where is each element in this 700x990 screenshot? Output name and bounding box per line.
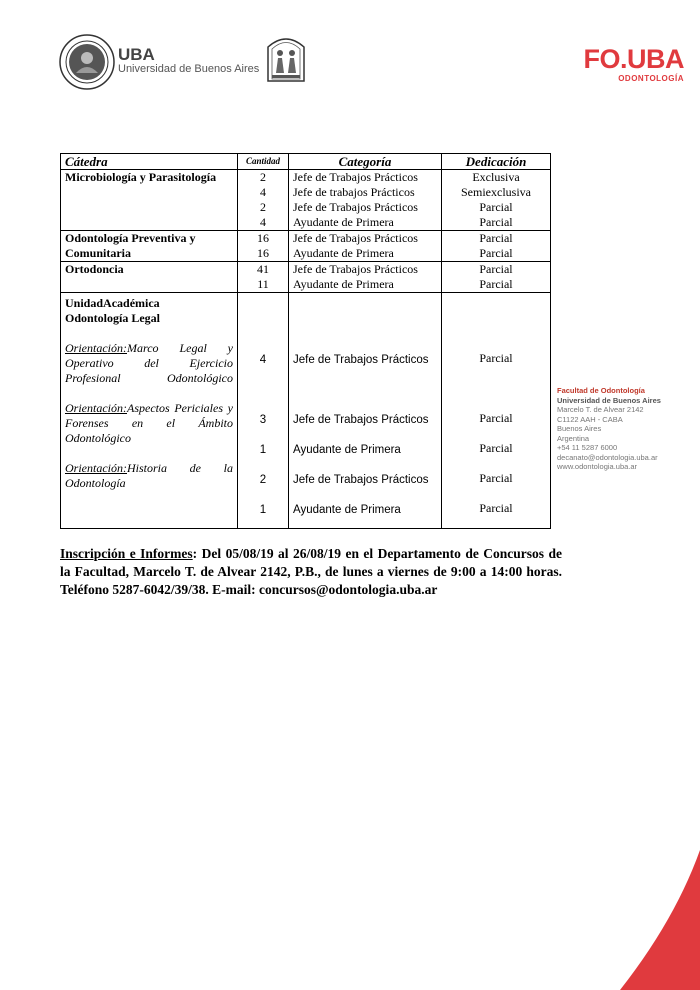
orientation-2: [65, 401, 233, 446]
cell-cantidad: 4: [238, 215, 289, 231]
cell-dedicacion: Exclusiva: [442, 170, 551, 186]
legal-cantidad-column: [238, 293, 289, 529]
cell-categoria: Ayudante de Primera: [289, 246, 442, 262]
cell-categoria: Jefe de trabajos Prácticos: [289, 185, 442, 200]
cell-cantidad: 1: [259, 444, 267, 456]
legal-dedicacion-column: [442, 293, 551, 529]
contact-country: Argentina: [557, 433, 590, 443]
cell-categoria: Ayudante de Primera: [293, 444, 401, 456]
cell-categoria: Jefe de Trabajos Prácticos: [289, 170, 442, 186]
table-row: [61, 262, 551, 278]
cell-dedicacion: Semiexclusiva: [442, 185, 551, 200]
cell-cantidad: 1: [259, 504, 267, 516]
catedra-legal: [61, 293, 238, 529]
cell-dedicacion: Parcial: [479, 471, 513, 485]
cell-categoria: Jefe de Trabajos Prácticos: [289, 200, 442, 215]
orientation-text: Marco Legal y Operativo del Ejercicio Profesional Odontológico: [65, 341, 233, 385]
cell-categoria: Jefe de Trabajos Prácticos: [289, 262, 442, 278]
orientation-text: Aspectos Periciales y Forenses en el Ámbito Odontológico: [65, 401, 233, 445]
cell-cantidad: 41: [238, 262, 289, 278]
cell-dedicacion: Parcial: [479, 411, 513, 425]
table-row: [61, 246, 551, 262]
header-catedra: Cátedra: [61, 154, 238, 170]
table-row: [61, 293, 551, 529]
registration-info: [60, 545, 562, 599]
header-dedicacion: Dedicación: [442, 154, 551, 170]
cell-categoria: Ayudante de Primera: [293, 504, 401, 516]
cell-dedicacion: Parcial: [442, 231, 551, 247]
cell-categoria: Jefe de Trabajos Prácticos: [293, 354, 429, 366]
orientation-label: Orientación:: [65, 341, 127, 355]
uba-seal-logo: [58, 33, 116, 91]
uba-full-name: Universidad de Buenos Aires: [118, 63, 260, 75]
registration-text: : Del 05/08/19 al 26/08/19 en el Departamento de Concursos de la Facultad, Marcelo T. de Alvear 2142, P.B., de lunes a viernes de 9:00 a 14:00 horas. Teléfono 5287-6042/39/38. E-mail: concursos@odontologia.uba.ar: [60, 546, 562, 597]
cell-cantidad: 16: [238, 246, 289, 262]
cell-cantidad: 2: [238, 200, 289, 215]
cell-categoria: Ayudante de Primera: [289, 277, 442, 293]
cell-dedicacion: Parcial: [479, 441, 513, 455]
cell-cantidad: 4: [238, 185, 289, 200]
header-categoria: Categoría: [289, 154, 442, 170]
cell-categoria: Ayudante de Primera: [289, 215, 442, 231]
cell-cantidad: 11: [238, 277, 289, 293]
catedra-micro: Microbiología y Parasitología: [61, 170, 238, 231]
cell-dedicacion: Parcial: [442, 200, 551, 215]
cell-dedicacion: Parcial: [479, 351, 513, 365]
cell-cantidad: 2: [238, 170, 289, 186]
registration-label: Inscripción e Informes: [60, 546, 193, 561]
orientation-label: Orientación:: [65, 401, 127, 415]
legal-name-line2: Odontología Legal: [65, 311, 161, 325]
legal-name-line1: UnidadAcadémica: [65, 296, 160, 310]
faculty-contact-info: [557, 386, 661, 472]
fo-uba-logo-text: FO.UBA: [583, 44, 684, 74]
uba-name: UBA: [118, 45, 155, 64]
orientation-label: Orientación:: [65, 461, 127, 475]
contact-faculty-name: Facultad de Odontología: [557, 386, 645, 395]
cell-dedicacion: Parcial: [442, 215, 551, 231]
cell-categoria: Jefe de Trabajos Prácticos: [293, 474, 429, 486]
catedra-ortodoncia: Ortodoncia: [61, 262, 238, 293]
table-row: [61, 231, 551, 247]
cell-categoria: Jefe de Trabajos Prácticos: [289, 231, 442, 247]
header-cantidad: Cantidad: [238, 154, 289, 170]
contact-website: www.odontologia.uba.ar: [557, 462, 638, 471]
contact-phone: +54 11 5287 6000: [557, 443, 618, 452]
fo-uba-logo-sub: ODONTOLOGÍA: [618, 74, 684, 83]
cell-cantidad: 3: [259, 414, 267, 426]
positions-table: [60, 153, 551, 529]
cell-cantidad: 2: [259, 474, 267, 486]
contact-postal-code: C1122 AAH - CABA: [557, 414, 623, 424]
contact-city: Buenos Aires: [557, 424, 602, 433]
orientation-text: Historia de la Odontología: [65, 461, 233, 490]
table-row: [61, 170, 551, 186]
cell-dedicacion: Parcial: [442, 246, 551, 262]
legal-categoria-column: [289, 293, 442, 529]
catedra-preventiva-line1: Odontología Preventiva y: [61, 231, 238, 247]
red-corner-decoration: [620, 850, 700, 990]
cell-cantidad: 4: [259, 354, 267, 366]
cell-dedicacion: Parcial: [442, 262, 551, 278]
cell-categoria: Jefe de Trabajos Prácticos: [293, 414, 429, 426]
orientation-1: [65, 341, 233, 386]
orientation-3: [65, 461, 233, 491]
contact-address: Marcelo T. de Alvear 2142: [557, 405, 644, 414]
faculty-seal-logo: [264, 33, 308, 85]
catedra-preventiva-line2: Comunitaria: [61, 246, 238, 262]
contact-email: decanato@odontologia.uba.ar: [557, 452, 658, 462]
cell-dedicacion: Parcial: [479, 501, 513, 515]
cell-dedicacion: Parcial: [442, 277, 551, 293]
contact-university-name: Universidad de Buenos Aires: [557, 395, 661, 405]
table-header-row: [61, 154, 551, 170]
cell-cantidad: 16: [238, 231, 289, 247]
